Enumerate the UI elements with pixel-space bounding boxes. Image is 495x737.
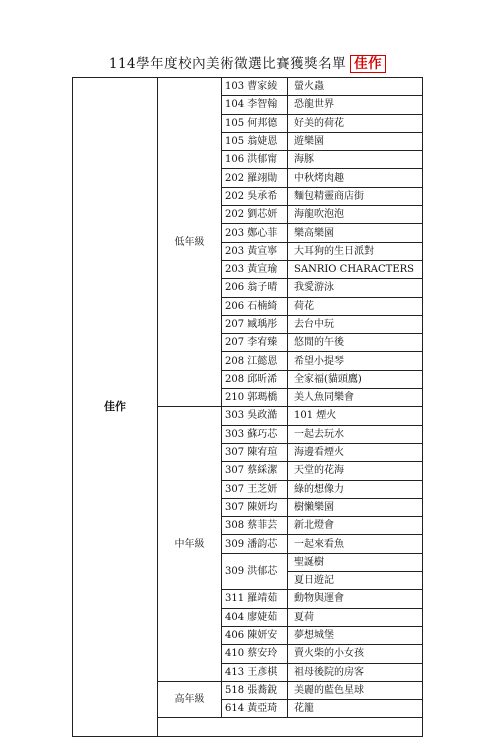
student-cell: 210 郭瑪橋 <box>222 389 288 407</box>
student-cell: 303 吳政澔 <box>222 407 288 425</box>
work-title-cell: 一起去玩水 <box>288 425 423 443</box>
student-cell: 404 廖婕茹 <box>222 608 288 626</box>
student-cell: 206 翁子晴 <box>222 279 288 297</box>
student-cell: 103 曹家綾 <box>222 78 288 96</box>
student-cell: 203 黃宣瑜 <box>222 260 288 278</box>
work-title-cell: 樹懶樂園 <box>288 498 423 516</box>
student-cell: 203 鄭心菲 <box>222 224 288 242</box>
work-title-cell: 螢火蟲 <box>288 78 423 96</box>
work-title-cell: 101 煙火 <box>288 407 423 425</box>
student-cell: 303 蘇巧芯 <box>222 425 288 443</box>
student-cell: 406 陳妍安 <box>222 626 288 644</box>
work-title-cell: 美麗的藍色星球 <box>288 681 423 699</box>
student-cell: 207 臧瑀彤 <box>222 315 288 333</box>
student-cell: 614 黃亞琦 <box>222 700 288 718</box>
student-cell: 410 蔡安玲 <box>222 645 288 663</box>
grade-cell: 中年級 <box>158 407 222 681</box>
work-title-cell: 聖誕樹 <box>288 553 423 571</box>
award-table <box>72 77 423 737</box>
grade-cell: 高年級 <box>158 681 222 718</box>
work-title-cell: 海龍吹泡泡 <box>288 206 423 224</box>
student-cell: 309 潘韵芯 <box>222 535 288 553</box>
work-title-cell: 祖母後院的房客 <box>288 663 423 681</box>
work-title-cell: 遊樂園 <box>288 132 423 150</box>
work-title-cell: 賣火柴的小女孩 <box>288 645 423 663</box>
student-cell: 208 邱昕浠 <box>222 370 288 388</box>
work-title-cell: 海豚 <box>288 151 423 169</box>
work-title-cell: 新北燈會 <box>288 517 423 535</box>
student-cell: 202 劉芯妍 <box>222 206 288 224</box>
work-title-cell: 美人魚同樂會 <box>288 389 423 407</box>
work-title-cell: 夢想城堡 <box>288 626 423 644</box>
work-title-cell: 希望小提琴 <box>288 352 423 370</box>
student-cell: 309 洪郁芯 <box>222 553 288 590</box>
award-badge: 佳作 <box>350 55 386 73</box>
grade-cell: 低年級 <box>158 78 222 407</box>
work-title-cell: 荷花 <box>288 297 423 315</box>
student-cell: 208 江懿恩 <box>222 352 288 370</box>
student-cell: 203 黃宣寧 <box>222 242 288 260</box>
work-title-cell: 中秋烤肉趣 <box>288 169 423 187</box>
work-title-cell: 悠閒的午後 <box>288 334 423 352</box>
work-title-cell: 全家福(貓頭鷹) <box>288 370 423 388</box>
student-cell: 206 石楠綺 <box>222 297 288 315</box>
work-title-cell: 天堂的花海 <box>288 462 423 480</box>
page-title <box>0 52 495 73</box>
work-title-cell: 綠的想像力 <box>288 480 423 498</box>
work-title-cell: 麵包精靈商店街 <box>288 187 423 205</box>
work-title-cell: SANRIO CHARACTERS <box>288 260 423 278</box>
empty-cell <box>158 718 423 736</box>
student-cell: 413 王彥棋 <box>222 663 288 681</box>
work-title-cell: 樂高樂園 <box>288 224 423 242</box>
work-title-cell: 大耳狗的生日派對 <box>288 242 423 260</box>
prize-cell: 佳作 <box>73 78 158 737</box>
work-title-cell: 夏荷 <box>288 608 423 626</box>
student-cell: 518 張蕎銳 <box>222 681 288 699</box>
student-cell: 311 羅靖茹 <box>222 590 288 608</box>
student-cell: 202 羅翊勛 <box>222 169 288 187</box>
title-text: 114學年度校內美術徵選比賽獲獎名單 <box>108 56 347 72</box>
student-cell: 207 李宥臻 <box>222 334 288 352</box>
student-cell: 104 李智翰 <box>222 96 288 114</box>
student-cell: 106 洪郁甯 <box>222 151 288 169</box>
table-row <box>73 78 423 96</box>
work-title-cell: 動物與運會 <box>288 590 423 608</box>
student-cell: 202 吳承希 <box>222 187 288 205</box>
student-cell: 307 王芝妍 <box>222 480 288 498</box>
work-title-cell: 好美的荷花 <box>288 114 423 132</box>
student-cell: 307 陳妍均 <box>222 498 288 516</box>
work-title-cell: 我愛游泳 <box>288 279 423 297</box>
student-cell: 308 蔡菲芸 <box>222 517 288 535</box>
work-title-cell: 海邊看煙火 <box>288 443 423 461</box>
work-title-cell: 恐龍世界 <box>288 96 423 114</box>
work-title-cell: 夏日遊記 <box>288 572 423 590</box>
student-cell: 307 陳宥瑄 <box>222 443 288 461</box>
student-cell: 105 何邦德 <box>222 114 288 132</box>
work-title-cell: 去台中玩 <box>288 315 423 333</box>
student-cell: 307 蔡綵潔 <box>222 462 288 480</box>
work-title-cell: 花籠 <box>288 700 423 718</box>
student-cell: 105 翁婕恩 <box>222 132 288 150</box>
work-title-cell: 一起來看魚 <box>288 535 423 553</box>
